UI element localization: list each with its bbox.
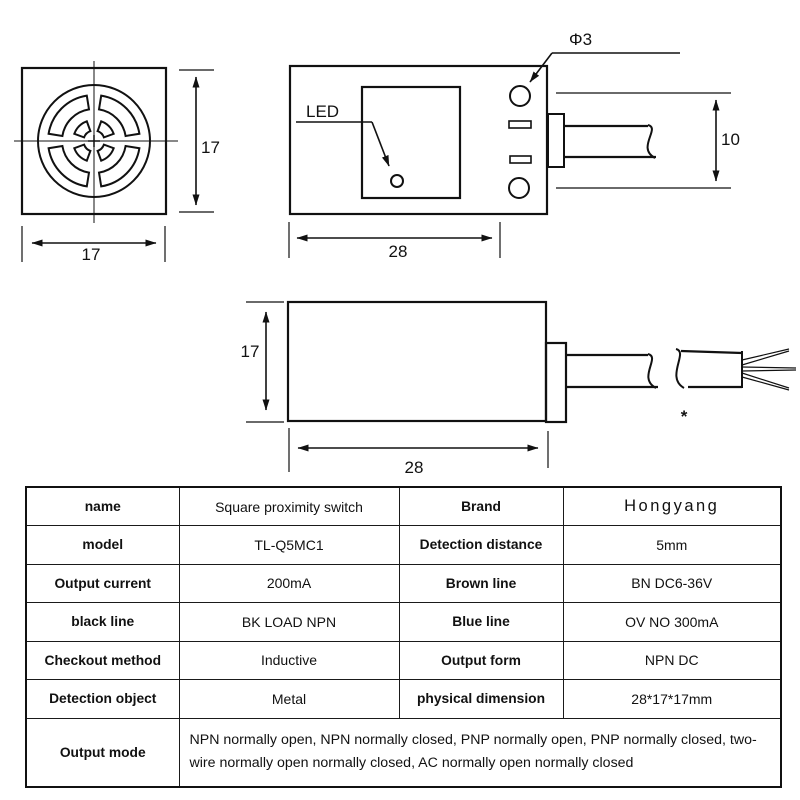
mounting-hole-bottom: [509, 178, 529, 198]
center-mark-icon: [88, 135, 100, 147]
table-row: [26, 641, 781, 680]
cable-break-icon: [648, 125, 655, 158]
sensor-body-outline: [290, 66, 547, 214]
spec-value: Inductive: [179, 641, 399, 680]
spec-value: Metal: [179, 680, 399, 719]
table-row-output-mode: [26, 718, 781, 787]
side-view: [288, 302, 796, 426]
spec-value: Square proximity switch: [179, 487, 399, 526]
spec-value: 200mA: [179, 564, 399, 603]
spec-value: OV NO 300mA: [563, 603, 781, 642]
specification-table: [25, 486, 782, 788]
cable-break-icon: [648, 354, 656, 388]
slot-bottom: [510, 156, 531, 163]
table-row: [26, 526, 781, 565]
dimension-label: 28: [388, 242, 408, 261]
wire-leads: [742, 349, 796, 390]
spec-label: name: [26, 487, 179, 526]
sensing-window-outline: [362, 87, 460, 198]
cable-footnote-mark: *: [680, 407, 688, 426]
front-width-dimension: [22, 226, 165, 264]
front-face-view: [14, 61, 178, 223]
spec-label: Output current: [26, 564, 179, 603]
sensor-body-outline: [288, 302, 546, 421]
spec-label: Detection distance: [399, 526, 563, 565]
led-label: LED: [306, 102, 340, 121]
top-view: [290, 30, 680, 214]
spec-value: Hongyang: [563, 487, 781, 526]
table-row: [26, 603, 781, 642]
dimension-label: 17: [240, 342, 260, 361]
dimension-label: 10: [721, 130, 740, 149]
slot-top: [509, 121, 531, 128]
dimension-label: 17: [81, 245, 101, 264]
spec-label: Detection object: [26, 680, 179, 719]
spec-value: BN DC6-36V: [563, 564, 781, 603]
spec-value: TL-Q5MC1: [179, 526, 399, 565]
spec-label: Blue line: [399, 603, 563, 642]
spec-label: physical dimension: [399, 680, 563, 719]
spec-value: NPN DC: [563, 641, 781, 680]
cable-gland: [546, 343, 566, 422]
side-height-dimension: [241, 302, 284, 422]
mounting-hole-top: [510, 86, 530, 106]
hole-diameter-callout: [530, 30, 680, 82]
spec-label: Output mode: [26, 718, 179, 787]
top-width-dimension: [289, 222, 500, 261]
spec-value: NPN normally open, NPN normally closed, PNP normally open, PNP normally closed, two-wire normally open normally closed, AC normally open normally closed: [179, 718, 781, 787]
spec-label: model: [26, 526, 179, 565]
spec-value: BK LOAD NPN: [179, 603, 399, 642]
front-height-dimension: [179, 70, 220, 212]
table-row: [26, 680, 781, 719]
cable-end-top-edge: [681, 351, 742, 353]
hole-diameter-label: Φ3: [569, 30, 593, 49]
table-row: [26, 564, 781, 603]
spec-value: 28*17*17mm: [563, 680, 781, 719]
spec-label: Checkout method: [26, 641, 179, 680]
led-indicator: [391, 175, 403, 187]
led-callout: [296, 102, 403, 187]
cable-break-icon: [676, 349, 684, 388]
table-row: [26, 487, 781, 526]
dimension-label: 17: [201, 138, 220, 157]
spec-value: 5mm: [563, 526, 781, 565]
spec-label: black line: [26, 603, 179, 642]
spec-label: Output form: [399, 641, 563, 680]
side-width-dimension: [289, 428, 548, 477]
cable-gland: [548, 114, 564, 167]
spec-label: Brown line: [399, 564, 563, 603]
spec-label: Brand: [399, 487, 563, 526]
dimension-label: 28: [404, 458, 424, 477]
